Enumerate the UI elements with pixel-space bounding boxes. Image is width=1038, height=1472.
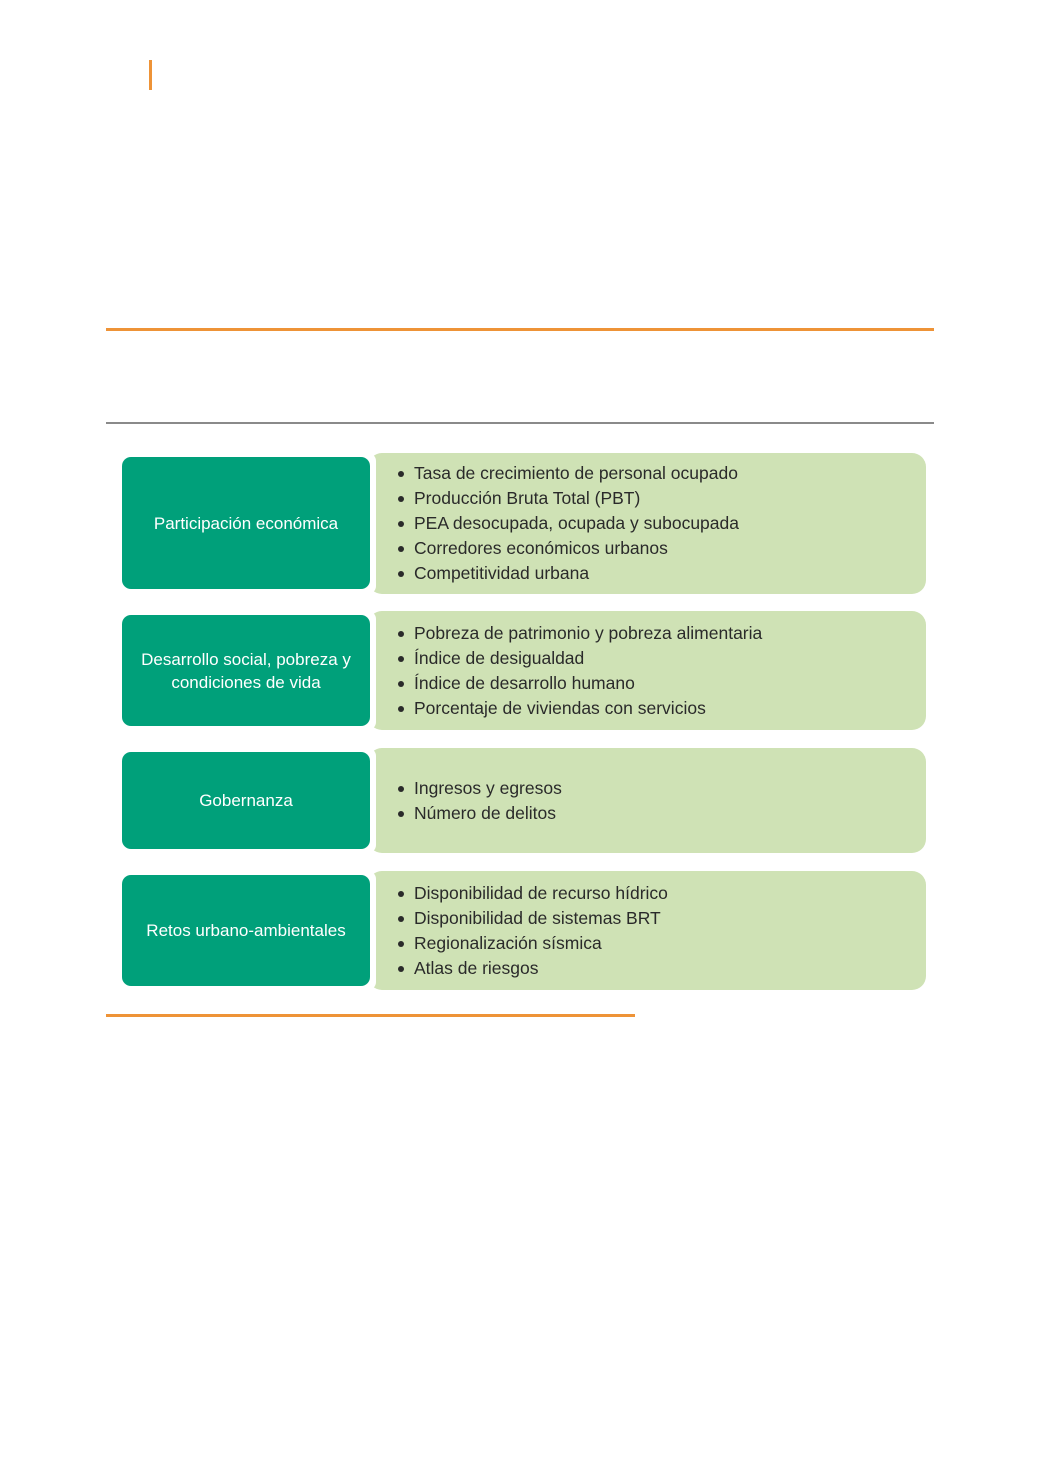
indicator-list (396, 621, 762, 721)
page-marker (149, 60, 152, 90)
category-label: Retos urbano-ambientales (146, 921, 346, 940)
diagram-row-desarrollo-social (122, 611, 926, 730)
top-orange-rule (106, 328, 934, 331)
indicator-item: Disponibilidad de sistemas BRT (396, 906, 668, 931)
category-box (122, 875, 370, 986)
indicator-item: Disponibilidad de recurso hídrico (396, 881, 668, 906)
category-label: Gobernanza (199, 791, 293, 810)
indicator-item: PEA desocupada, ocupada y subocupada (396, 511, 739, 536)
indicator-item: Índice de desarrollo humano (396, 671, 762, 696)
bottom-orange-rule (106, 1014, 635, 1017)
category-box (122, 457, 370, 589)
category-box (122, 615, 370, 726)
indicator-box (368, 453, 926, 594)
indicator-list (396, 461, 739, 586)
indicator-item: Porcentaje de viviendas con servicios (396, 696, 762, 721)
indicator-list (396, 776, 562, 826)
indicator-item: Competitividad urbana (396, 561, 739, 586)
indicator-box (368, 871, 926, 990)
indicator-item: Ingresos y egresos (396, 776, 562, 801)
indicator-list (396, 881, 668, 981)
header-gray-rule (106, 422, 934, 424)
indicator-box (368, 611, 926, 730)
category-label: Participación económica (153, 513, 339, 533)
category-label: Desarrollo social, pobreza y condiciones de vida (141, 649, 351, 692)
indicator-box (368, 748, 926, 853)
category-box (122, 752, 370, 849)
diagram-row-gobernanza (122, 748, 926, 853)
indicator-item: Atlas de riesgos (396, 956, 668, 981)
indicator-item: Tasa de crecimiento de personal ocupado (396, 461, 739, 486)
diagram-row-participacion (122, 453, 926, 594)
diagram-row-retos-urbano-ambientales (122, 871, 926, 990)
indicator-item: Índice de desigualdad (396, 646, 762, 671)
indicator-item: Producción Bruta Total (PBT) (396, 486, 739, 511)
indicator-item: Regionalización sísmica (396, 931, 668, 956)
indicator-item: Número de delitos (396, 801, 562, 826)
indicator-item: Pobreza de patrimonio y pobreza alimentaria (396, 621, 762, 646)
indicator-item: Corredores económicos urbanos (396, 536, 739, 561)
